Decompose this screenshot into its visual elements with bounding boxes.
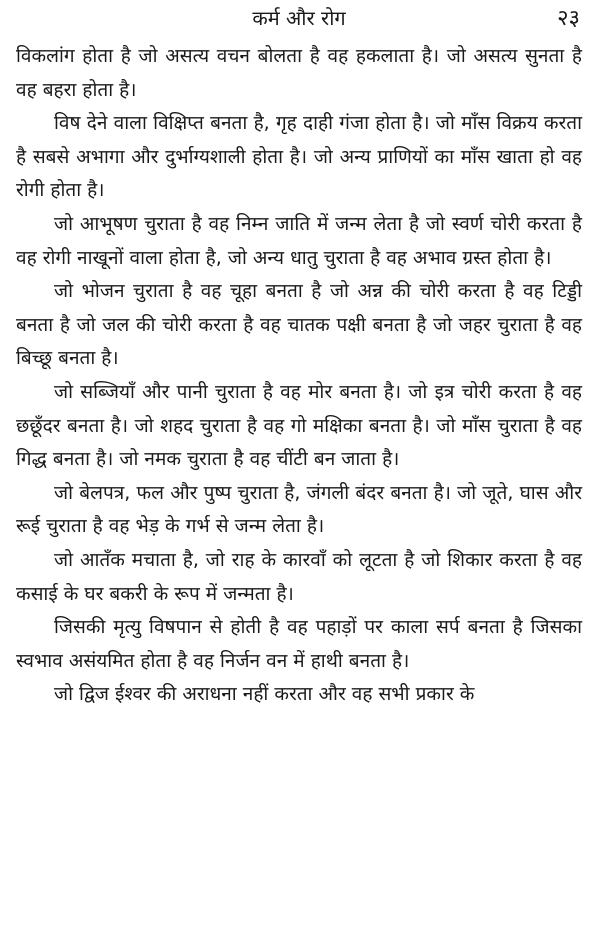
page-header: [16, 0, 582, 40]
paragraph-4: जो भोजन चुराता है वह चूहा बनता है जो अन्न की चोरी करता है वह टिड्डी बनता है जो जल की चोरी करता है वह चातक पक्षी बनता है जो जहर चुराता है वह बिच्छू बनता है।: [16, 280, 582, 370]
paragraph-1: विकलांग होता है जो असत्य वचन बोलता है वह हकलाता है। जो असत्य सुनता है वह बहरा होता है।: [16, 45, 582, 101]
paragraph-7: जो आतँक मचाता है, जो राह के कारवाँ को लूटता है जो शिकार करता है वह कसाई के घर बकरी के रूप में जन्मता है।: [16, 548, 582, 605]
running-title: कर्म और रोग: [252, 6, 346, 30]
paragraph-6: जो बेलपत्र, फल और पुष्प चुराता है, जंगली बंदर बनता है। जो जूते, घास और रूई चुराता है वह भेड़ के गर्भ से जन्म लेता है।: [16, 481, 582, 538]
paragraph-5: जो सब्जियाँ और पानी चुराता है वह मोर बनता है। जो इत्र चोरी करता है वह छछूँदर बनता है। जो शहद चुराता है वह गो मक्षिका बनता है। जो माँस चुराता है वह गिद्ध बनता है। जो नमक चुराता है वह चींटी बन जाता है।: [16, 380, 582, 471]
body-text: [16, 40, 582, 712]
paragraph-8: जिसकी मृत्यु विषपान से होती है वह पहाड़ों पर काला सर्प बनता है जिसका स्वभाव असंयमित होता है वह निर्जन वन में हाथी बनता है।: [16, 616, 582, 672]
paragraph-2: विष देने वाला विक्षिप्त बनता है, गृह दाही गंजा होता है। जो माँस विक्रय करता है सबसे अभागा और दुर्भाग्यशाली होता है। जो अन्य प्राणियों का माँस खाता हो वह रोगी होता है।: [16, 112, 582, 202]
paragraph-3: जो आभूषण चुराता है वह निम्न जाति में जन्म लेता है जो स्वर्ण चोरी करता है वह रोगी नाखूनों वाला होता है, जो अन्य धातु चुराता है वह अभाव ग्रस्त होता है।: [16, 212, 582, 269]
page-number: २३: [557, 6, 580, 31]
paragraph-9: जो द्विज ईश्वर की अराधना नहीं करता और वह सभी प्रकार के: [54, 683, 475, 706]
